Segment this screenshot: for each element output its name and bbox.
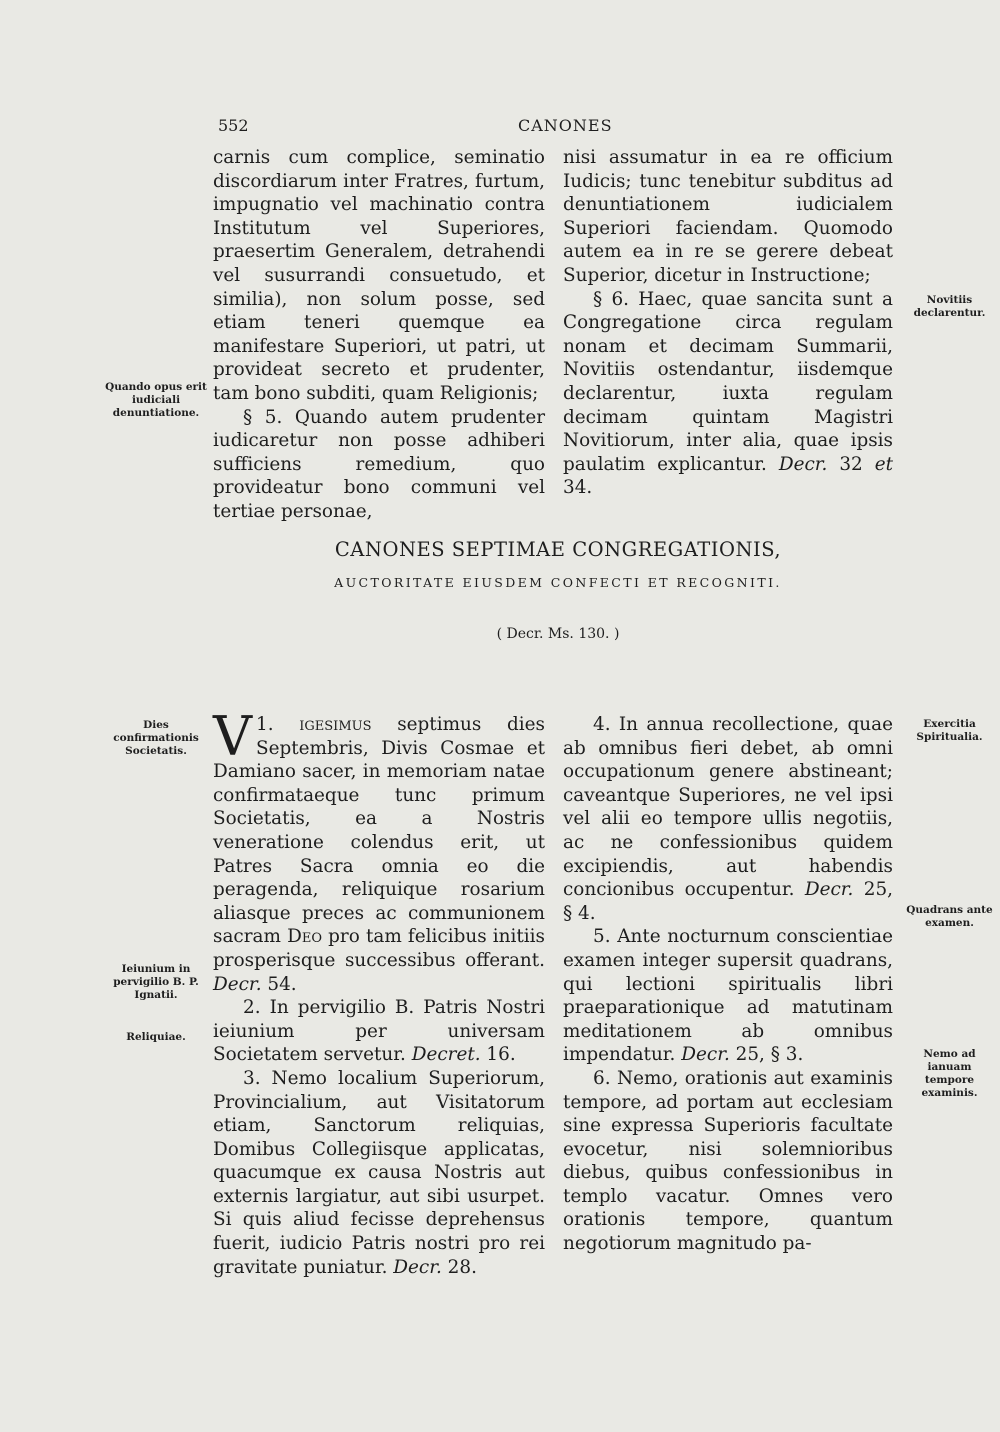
- decree-ref: Decr.: [681, 1044, 730, 1066]
- decree-ref: Decr.: [213, 973, 262, 995]
- decree-ref: Decr.: [804, 879, 854, 901]
- margin-note-exercitia: Exercitia Spiritualia.: [916, 718, 983, 743]
- bottom-right-column: [563, 713, 893, 1256]
- canon-2: 2. In pervigilio B. Patris Nostri ieiunium per universam Societatem servetur. Decret. 16.: [213, 997, 545, 1066]
- paragraph: § 5. Quando autem prudenter iudicaretur non posse adhiberi sufficiens remedium, quo provideatur bono communi vel tertiae personae,: [213, 406, 545, 522]
- page-header: [218, 116, 898, 140]
- canon-6: 6. Nemo, orationis aut examinis tempore, ad portam aut ecclesiam sine expressa Superioris facultate evocetur, nisi solemnioribus diebus, quibus confessionibus in templo vacatur. Omnes vero orationis tempore, quantum negotiorum magnitudo pa-: [563, 1067, 893, 1255]
- margin-note-novitiis: Novitiis declarentur.: [913, 294, 986, 319]
- canon-3: 3. Nemo localium Superiorum, Provincialium, aut Visitatorum etiam, Sanctorum reliquias, Domibus Collegiisque applicatas, quacumque ex causa Nostris aut externis largiatur, aut sibi usurpet. Si quis aliud fecisse deprehensus fuerit, iudicio Patris nostri pro rei gravitate puniatur. Decr. 28.: [213, 1067, 545, 1278]
- margin-note-nemo: Nemo ad ianuam tempore examinis.: [921, 1048, 978, 1099]
- decree-ref: Decr.: [778, 453, 828, 475]
- margin-note-reliquiae: Reliquiae.: [126, 1031, 186, 1043]
- canon-1: 1. V igesimus septimus dies Septembris, Divis Cosmae et Damiano sacer, in memoriam natae confirmataeque tunc primum Societatis, ea a Nostris veneratione colendus erit, ut Patres Sacra omnia eo die peragenda, reliquique rosarium aliasque preces ac communionem sacram Deo pro tam felicibus initiis prosperisque successibus offerant. Decr. 54.: [213, 705, 545, 995]
- margin-note-ieiunium: Ieiunium in pervigilio B. P. Ignatii.: [113, 963, 199, 1001]
- section-subtitle: AUCTORITATE EIUSDEM CONFECTI ET RECOGNITI.: [334, 575, 782, 590]
- decree-ref: Decr.: [393, 1256, 442, 1278]
- paragraph: nisi assumatur in ea re officium Iudicis; tunc tenebitur subditus ad denuntiationem iudicialem Superiori faciendam. Quomodo autem ea in re se gerere debeat Superior, dicetur in Instructione;: [563, 147, 893, 286]
- section-title: CANONES SEPTIMAE CONGREGATIONIS,: [334, 538, 782, 561]
- margin-note-dies: Dies confirmationis Societatis.: [113, 719, 199, 757]
- show-through-text: [112, 150, 192, 192]
- margin-note-quando: Quando opus erit iudiciali denuntiatione.: [105, 381, 207, 419]
- running-head: CANONES: [518, 116, 613, 135]
- canon-4: 4. In annua recollectione, quae ab omnibus fieri debet, ab omni occupationum genere abstineant; caveantque Superiores, ne vel ipsi vel alii eo tempore ullis negotiis, ac ne confessionibus quidem excipiendis, aut habendis concionibus occupentur. Decr. 25, § 4.: [563, 714, 893, 924]
- paragraph: carnis cum complice, seminatio discordiarum inter Fratres, furtum, impugnatio vel machinatio contra Institutum vel Superiores, praesertim Generalem, detrahendi vel susurrandi consuetudo, et similia), non solum posse, sed etiam teneri quemque ea manifestare Superiori, ut patri, ut provideat secreto et prudenter, tam bono subditi, quam Religionis;: [213, 147, 545, 404]
- page-number: 552: [218, 116, 249, 135]
- bottom-left-column: [213, 705, 545, 1279]
- paragraph: § 6. Haec, quae sancita sunt a Congregatione circa regulam nonam et decimam Summarii, Novitiis ostendantur, iisdemque declarentur, iuxta regulam decimam quintam Magistri Novitiorum, inter alia, quae ipsis paulatim explicantur. Decr. 32 et 34.: [563, 288, 893, 499]
- drop-cap: V: [213, 705, 252, 768]
- margin-note-quadrans: Quadrans ante examen.: [906, 904, 993, 929]
- top-right-column: [563, 146, 893, 500]
- canon-5: 5. Ante nocturnum conscientiae examen integer supersit quadrans, qui lectioni spiritualis libri praeparationique ad matutinam meditationem ab omnibus impendatur. Decr. 25, § 3.: [563, 926, 893, 1066]
- top-left-column: [213, 146, 545, 524]
- section-decree: ( Decr. Ms. 130. ): [496, 626, 620, 642]
- decree-ref: Decret.: [411, 1044, 481, 1066]
